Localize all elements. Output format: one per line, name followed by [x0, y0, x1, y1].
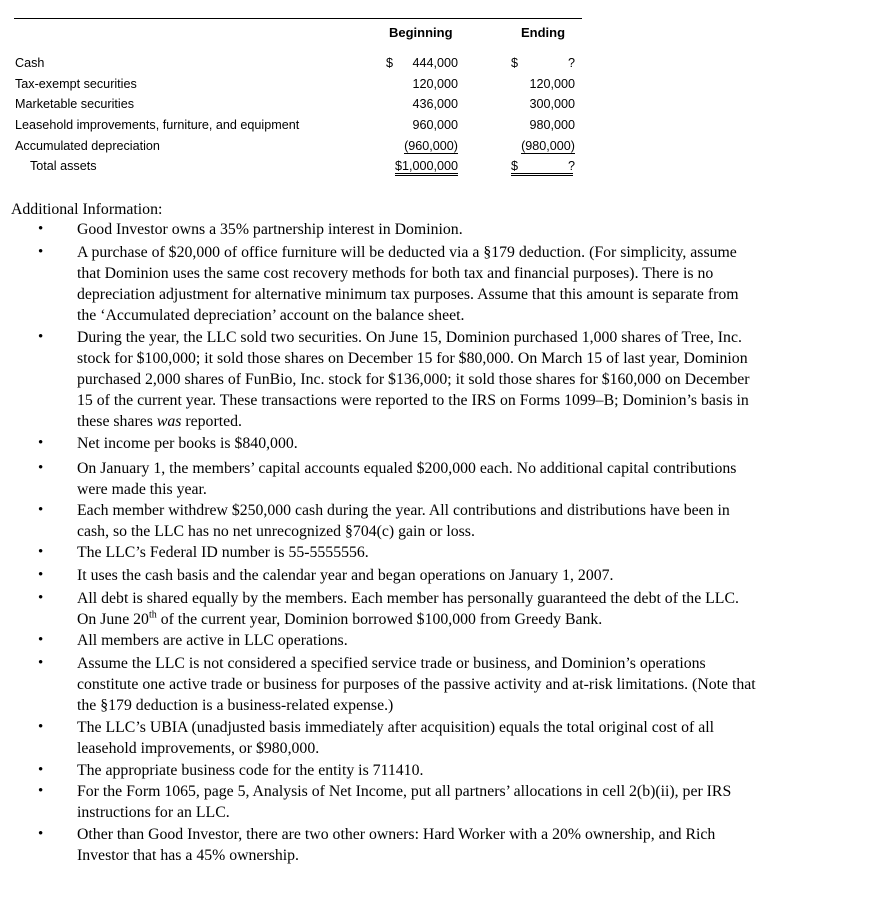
table-row-cash: [0, 56, 886, 76]
table-top-rule: [14, 18, 582, 19]
bullet-icon: •: [38, 783, 44, 799]
table-row-total-assets: [0, 159, 886, 179]
bullet-icon: •: [38, 244, 44, 260]
list-item-line: For the Form 1065, page 5, Analysis of Net Income, put all partners’ allocations in cell 2(b)(ii), per IRS: [77, 783, 732, 800]
ending-currency-symbol: $: [511, 56, 519, 70]
text-run: reported.: [181, 413, 242, 430]
bullet-icon: •: [38, 655, 44, 671]
bullet-icon: •: [38, 502, 44, 518]
text-run: these shares: [77, 413, 157, 430]
ending-value: 300,000: [529, 97, 575, 111]
bullet-icon: •: [38, 567, 44, 583]
bullet-icon: •: [38, 826, 44, 842]
table-row-accumulated-depreciation: [0, 139, 886, 159]
beginning-value: $1,000,000: [395, 159, 458, 176]
list-item-line: All debt is shared equally by the members. Each member has personally guaranteed the debt of the LLC.: [77, 590, 739, 607]
ending-value: 980,000: [529, 118, 575, 132]
list-item-line: constitute one active trade or business for purposes of the passive activity and at-risk limitations. (Note that: [77, 676, 756, 693]
beginning-value: 960,000: [412, 118, 458, 132]
list-item-line: The LLC’s UBIA (unadjusted basis immediately after acquisition) equals the total original cost of all: [77, 719, 714, 736]
beginning-value: 436,000: [412, 97, 458, 111]
list-item-line: that Dominion uses the same cost recovery methods for both tax and financial purposes). There is no: [77, 265, 714, 282]
text-run: On June 20: [77, 611, 149, 628]
list-item-line: On January 1, the members’ capital accounts equaled $200,000 each. No additional capital contributions: [77, 460, 737, 477]
table-row-marketable: [0, 97, 886, 117]
list-item-line: Net income per books is $840,000.: [77, 435, 298, 452]
list-item-line: depreciation adjustment for alternative minimum tax purposes. Assume that this amount is separate from: [77, 286, 739, 303]
list-item-line: Other than Good Investor, there are two other owners: Hard Worker with a 20% ownership, and Rich: [77, 826, 716, 843]
ending-value: (980,000): [521, 139, 575, 153]
list-item-line: The LLC’s Federal ID number is 55-5555556.: [77, 544, 369, 561]
bullet-icon: •: [38, 762, 44, 778]
row-label: Cash: [15, 56, 45, 70]
list-item-line: instructions for an LLC.: [77, 804, 230, 821]
table-row-tax-exempt: [0, 77, 886, 97]
row-label: Leasehold improvements, furniture, and equipment: [15, 118, 300, 132]
superscript: th: [148, 609, 157, 621]
list-item-line: Investor that has a 45% ownership.: [77, 847, 299, 864]
list-item-line: All members are active in LLC operations.: [77, 632, 348, 649]
bullet-icon: •: [38, 221, 44, 237]
list-item-line: purchased 2,000 shares of FunBio, Inc. stock for $136,000; it sold those shares for $160,000 on December: [77, 371, 750, 388]
list-item-line: [77, 610, 602, 629]
bullet-icon: •: [38, 632, 44, 648]
beginning-value: (960,000): [404, 139, 458, 153]
list-item-line: During the year, the LLC sold two securities. On June 15, Dominion purchased 1,000 shares of Tree, Inc.: [77, 329, 742, 346]
list-item-line: It uses the cash basis and the calendar year and began operations on January 1, 2007.: [77, 567, 614, 584]
bullet-icon: •: [38, 719, 44, 735]
balance-sheet: [0, 0, 886, 190]
beginning-value: 444,000: [412, 56, 458, 70]
row-label: Accumulated depreciation: [15, 139, 160, 153]
header-beginning: Beginning: [389, 25, 453, 40]
list-item-line: Each member withdrew $250,000 cash during the year. All contributions and distributions have been in: [77, 502, 730, 519]
row-label: Tax-exempt securities: [15, 77, 137, 91]
list-item-line: Good Investor owns a 35% partnership interest in Dominion.: [77, 221, 463, 238]
list-item-line: cash, so the LLC has no net unrecognized §704(c) gain or loss.: [77, 523, 475, 540]
list-item-line: the §179 deduction is a business-related expense.): [77, 697, 394, 714]
ending-value: ?: [567, 159, 575, 173]
bullet-icon: •: [38, 460, 44, 476]
bullet-icon: •: [38, 435, 44, 451]
header-ending: Ending: [521, 25, 566, 40]
ending-value: ?: [567, 56, 575, 70]
text-run: of the current year, Dominion borrowed $100,000 from Greedy Bank.: [156, 611, 603, 628]
bullet-icon: •: [38, 590, 44, 606]
list-item-line: 15 of the current year. These transactions were reported to the IRS on Forms 1099–B; Dominion’s basis in: [77, 392, 749, 409]
list-item-line: the ‘Accumulated depreciation’ account on the balance sheet.: [77, 307, 465, 324]
beginning-currency-symbol: $: [386, 56, 394, 70]
ending-value: 120,000: [529, 77, 575, 91]
list-item-line: The appropriate business code for the entity is 711410.: [77, 762, 424, 779]
row-label: Marketable securities: [15, 97, 134, 111]
bullet-icon: •: [38, 329, 44, 345]
table-row-leasehold: [0, 118, 886, 138]
list-item-line: leasehold improvements, or $980,000.: [77, 740, 320, 757]
list-item-line: were made this year.: [77, 481, 207, 498]
beginning-value: 120,000: [412, 77, 458, 91]
row-label: Total assets: [30, 159, 97, 173]
list-item-line: [77, 412, 242, 431]
list-item-line: Assume the LLC is not considered a specified service trade or business, and Dominion’s operations: [77, 655, 706, 672]
list-item-line: A purchase of $20,000 of office furniture will be deducted via a §179 deduction. (For simplicity, assume: [77, 244, 737, 261]
ending-currency-symbol: $: [511, 159, 573, 176]
emphasis: was: [156, 413, 182, 430]
bullet-icon: •: [38, 544, 44, 560]
list-item-line: stock for $100,000; it sold those shares on December 15 for $80,000. On March 15 of last year, Dominion: [77, 350, 748, 367]
section-title: Additional Information:: [11, 201, 163, 218]
